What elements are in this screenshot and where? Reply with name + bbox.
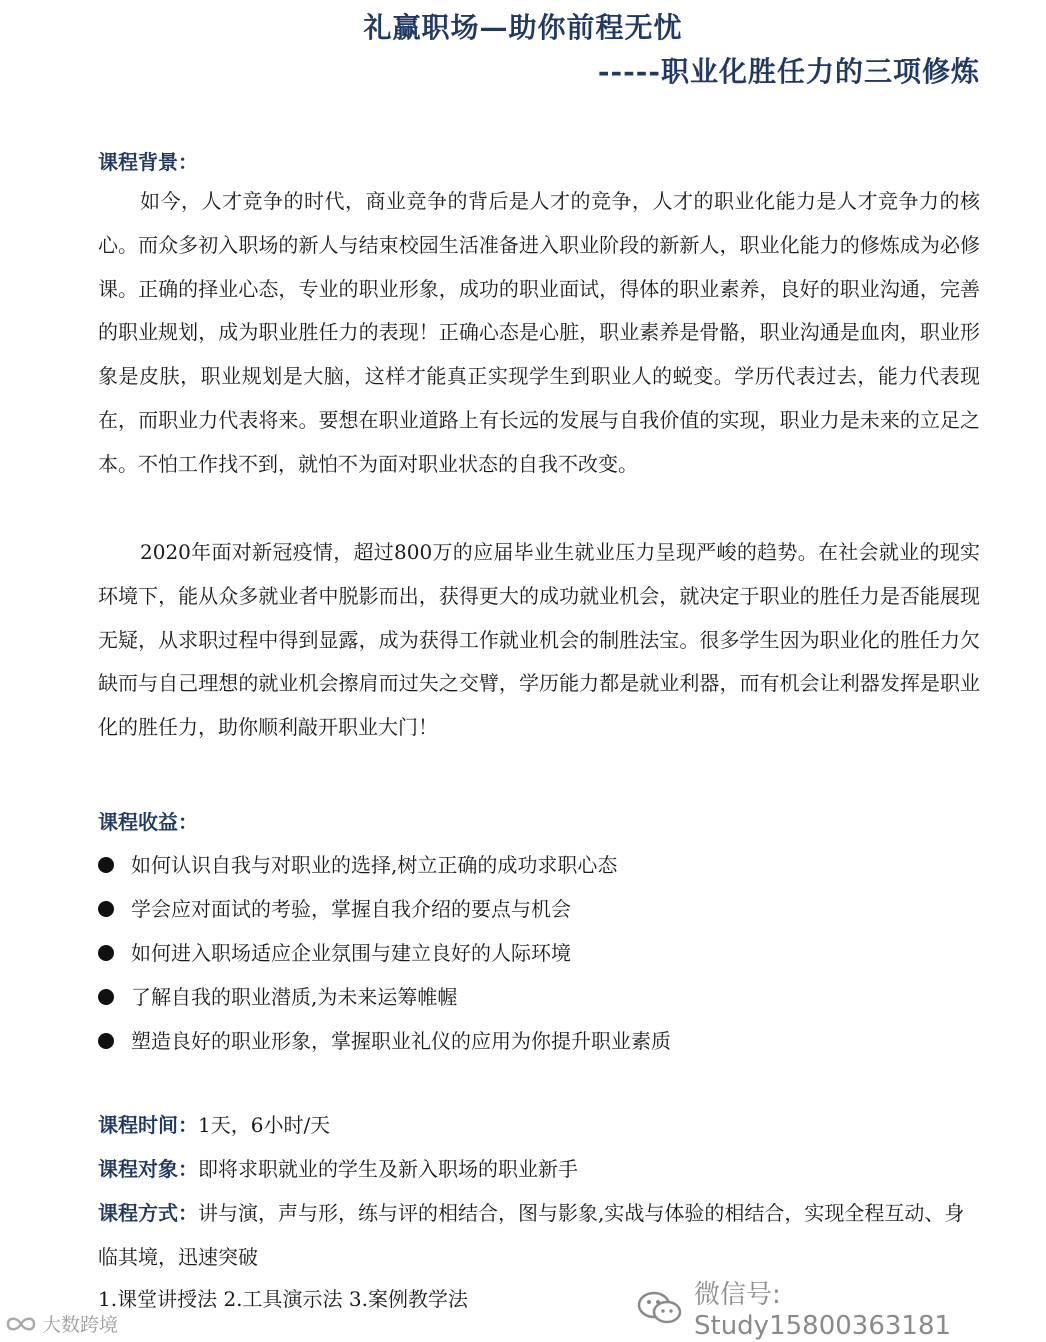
page-subtitle: -----职业化胜任力的三项修炼 — [597, 55, 980, 88]
benefit-text: 塑造良好的职业形象，掌握职业礼仪的应用为你提升职业素质 — [131, 1029, 671, 1053]
benefit-text: 如何进入职场适应企业氛围与建立良好的人际环境 — [131, 941, 571, 965]
course-time — [98, 1104, 980, 1148]
course-audience-value: 即将求职就业的学生及新入职场的职业新手 — [198, 1157, 578, 1181]
wechat-watermark — [636, 1274, 1046, 1341]
course-method — [98, 1192, 980, 1280]
infinity-logo-icon — [4, 1313, 38, 1335]
wechat-id: 微信号: Study15800363181 — [694, 1280, 952, 1341]
teaching-methods: 1.课堂讲授法 2.工具演示法 3.案例教学法 — [98, 1287, 468, 1311]
course-audience — [98, 1148, 980, 1192]
wechat-icon — [636, 1290, 684, 1326]
benefit-text: 了解自我的职业潜质,为未来运筹帷幄 — [131, 985, 458, 1009]
list-item — [98, 1019, 671, 1063]
background-paragraph-1: 如今，人才竞争的时代，商业竞争的背后是人才的竞争，人才的职业化能力是人才竞争力的核心。而众多初入职场的新人与结束校园生活准备进入职业阶段的新新人，职业化能力的修炼成为必修课。正确的择业心态，专业的职业形象，成功的职业面试，得体的职业素养，良好的职业沟通，完善的职业规划，成为职业胜任力的表现！正确心态是心脏，职业素养是骨骼，职业沟通是血肉，职业形象是皮肤，职业规划是大脑，这样才能真正实现学生到职业人的蜕变。学历代表过去，能力代表现在，而职业力代表将来。要想在职业道路上有长远的发展与自我价值的实现，职业力是未来的立足之本。不怕工作找不到，就怕不为面对职业状态的自我不改变。 — [98, 189, 980, 476]
background-paragraph-2: 2020年面对新冠疫情，超过800万的应届毕业生就业压力呈现严峻的趋势。在社会就业的现实环境下，能从众多就业者中脱影而出，获得更大的成功就业机会，就决定于职业的胜任力是否能展现无疑，从求职过程中得到显露，成为获得工作就业机会的制胜法宝。很多学生因为职业化的胜任力欠缺而与自己理想的就业机会擦肩而过失之交臂，学历能力都是就业利器，而有机会让利器发挥是职业化的胜任力，助你顺利敲开职业大门！ — [98, 540, 980, 740]
brand-watermark — [4, 1310, 118, 1337]
benefits-list — [98, 843, 671, 1063]
list-item — [98, 843, 671, 887]
list-item — [98, 975, 671, 1019]
course-method-label: 课程方式： — [98, 1201, 198, 1225]
benefits-heading: 课程收益： — [98, 810, 198, 834]
page-title: 礼赢职场—助你前程无忧 — [363, 11, 683, 44]
list-item — [98, 887, 671, 931]
brand-name: 大数跨境 — [42, 1314, 119, 1336]
bullet-icon — [98, 989, 114, 1005]
course-time-label: 课程时间： — [98, 1113, 198, 1137]
course-method-value: 讲与演，声与形，练与评的相结合，图与影象,实战与体验的相结合，实现全程互动、身临其境，迅速突破 — [98, 1201, 965, 1269]
benefit-text: 学会应对面试的考验，掌握自我介绍的要点与机会 — [131, 897, 571, 921]
bullet-icon — [98, 901, 114, 917]
background-heading: 课程背景： — [98, 150, 198, 174]
course-time-value: 1天，6小时/天 — [198, 1113, 331, 1137]
bullet-icon — [98, 1033, 114, 1049]
benefit-text: 如何认识自我与对职业的选择,树立正确的成功求职心态 — [131, 853, 618, 877]
course-audience-label: 课程对象： — [98, 1157, 198, 1181]
list-item — [98, 931, 671, 975]
bullet-icon — [98, 857, 114, 873]
bullet-icon — [98, 945, 114, 961]
